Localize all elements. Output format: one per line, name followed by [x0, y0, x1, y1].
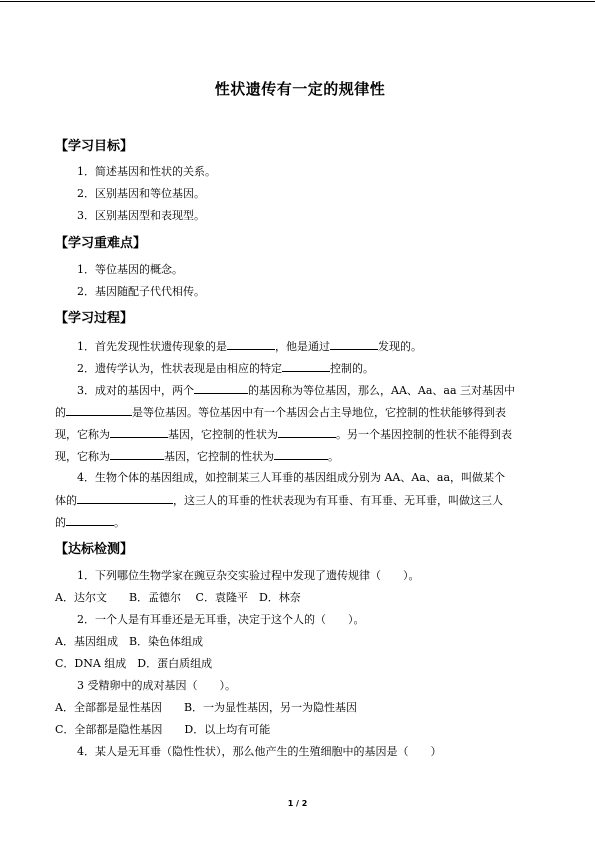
answer-blank[interactable] [227, 339, 275, 350]
process-q3-line1: 3．成对的基因中，两个 的基因称为等位基因，那么，AA、Aa、aa 三对基因中 [77, 384, 516, 397]
test-question: 3 受精卵中的成对基因（ ）。 [77, 679, 236, 692]
process-q1: 1．首先发现性状遗传现象的是 ，他是通过 发现的。 [77, 340, 422, 353]
answer-blank[interactable] [110, 449, 164, 460]
goal-item: 2．区别基因和等位基因。 [77, 187, 205, 200]
answer-blank[interactable] [77, 493, 173, 504]
process-q4-line2: 体的 ，这三人的耳垂的性状表现为有耳垂、有耳垂、无耳垂，叫做这三人 [55, 494, 503, 507]
key-point-item: 2．基因随配子代代相传。 [77, 285, 205, 298]
process-q4-line3: 的 。 [55, 516, 125, 529]
answer-blank[interactable] [110, 427, 168, 438]
answer-blank[interactable] [330, 339, 378, 350]
heading-process: 【学习过程】 [55, 311, 134, 326]
heading-test: 【达标检测】 [55, 542, 134, 557]
answer-blank[interactable] [282, 361, 330, 372]
heading-key-points: 【学习重难点】 [55, 236, 147, 251]
goal-item: 1．简述基因和性状的关系。 [77, 165, 216, 178]
test-question: 4．某人是无耳垂（隐性性状），那么他产生的生殖细胞中的基因是（ ） [77, 745, 442, 758]
top-rule [0, 1, 595, 2]
process-q3-line3: 现，它称为 基因，它控制的性状为 。另一个基因控制的性状不能得到表 [55, 428, 512, 441]
test-options: C．DNA 组成 D．蛋白质组成 [55, 657, 213, 670]
answer-blank[interactable] [66, 405, 132, 416]
test-options: A．全部都是显性基因 B．一为显性基因，另一为隐性基因 [55, 701, 358, 714]
process-q2: 2．遗传学认为，性状表现是由相应的特定 控制的。 [77, 362, 374, 375]
answer-blank[interactable] [278, 427, 336, 438]
page-number: 1 / 2 [287, 799, 308, 808]
test-question: 2．一个人是有耳垂还是无耳垂，决定于这个人的（ ）。 [77, 613, 365, 626]
answer-blank[interactable] [274, 449, 328, 460]
key-point-item: 1．等位基因的概念。 [77, 263, 183, 276]
answer-blank[interactable] [66, 515, 114, 526]
goal-item: 3．区别基因型和表现型。 [77, 209, 205, 222]
test-options: C．全部都是隐性基因 D．以上均有可能 [55, 723, 271, 736]
test-options: A．基因组成 B．染色体组成 [55, 635, 204, 648]
heading-goals: 【学习目标】 [55, 139, 134, 154]
test-question: 1．下列哪位生物学家在豌豆杂交实验过程中发现了遗传规律（ ）。 [77, 569, 420, 582]
process-q3-line4: 现，它称为 基因，它控制的性状为 。 [55, 450, 339, 463]
answer-blank[interactable] [194, 383, 248, 394]
process-q4-line1: 4．生物个体的基因组成，如控制某三人耳垂的基因组成分别为 AA、Aa、aa，叫做某个 [77, 471, 505, 484]
process-q3-line2: 的 是等位基因。等位基因中有一个基因会占主导地位，它控制的性状能够得到表 [55, 406, 506, 419]
page-title: 性状遗传有一定的规律性 [214, 80, 386, 98]
test-options: A．达尔文 B．孟德尔 C．袁隆平 D．林奈 [55, 591, 301, 604]
